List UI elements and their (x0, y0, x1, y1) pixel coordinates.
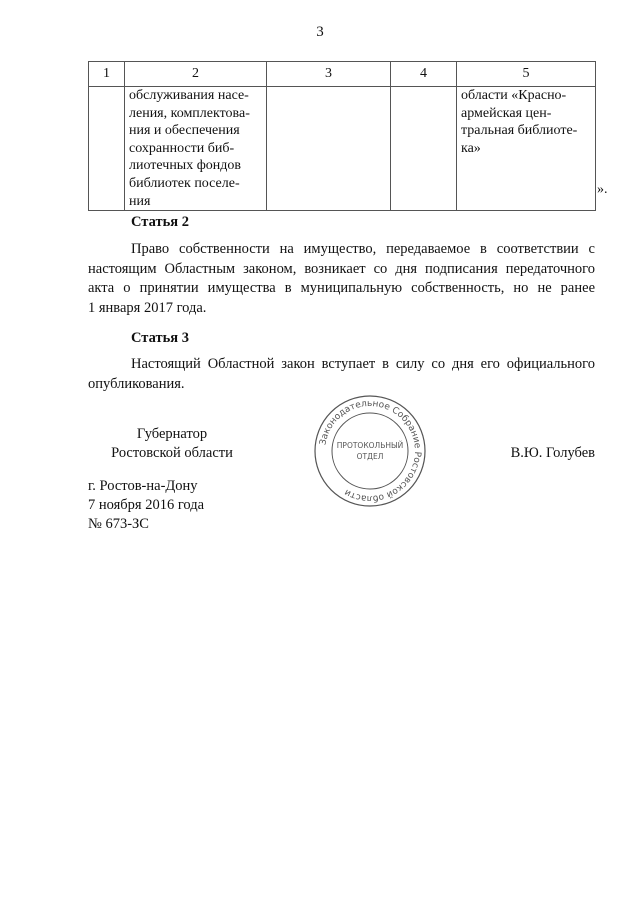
city: г. Ростов-на-Дону (88, 478, 198, 494)
cell-line: обслуживания насе- (129, 88, 249, 103)
paragraph-line: Настоящий Областной закон вступает в силу со дня его официального (131, 356, 595, 372)
law-number: № 673-ЗС (88, 516, 149, 532)
place-date-block (88, 477, 204, 534)
signatory-name: В.Ю. Голубев (510, 445, 595, 461)
page-number: 3 (316, 24, 324, 40)
table-header-cell: 3 (267, 62, 391, 87)
article-3-text (88, 355, 595, 394)
stamp-inner-text: ПРОТОКОЛЬНЫЙ (336, 441, 404, 450)
table-header-cell: 2 (125, 62, 267, 87)
seal-stamp (313, 394, 427, 508)
cell-line: лиотечных фондов (129, 158, 242, 174)
cell-line: армейская цен- (461, 105, 552, 121)
property-table (88, 61, 596, 211)
table-cell-col3 (267, 87, 391, 211)
table-header-cell: 1 (89, 62, 125, 87)
cell-line: ления, комплектова- (129, 105, 250, 121)
table-cell-col2 (125, 87, 267, 211)
article-2-heading: Статья 2 (131, 214, 189, 230)
paragraph-line: 1 января 2017 года. (88, 299, 207, 316)
closing-quote: ». (597, 182, 608, 197)
stamp-inner-text: ОТДЕЛ (356, 452, 384, 461)
cell-line: библиотек поселе- (129, 175, 240, 191)
table-cell-col4 (391, 87, 457, 211)
stamp-inner-ring (332, 413, 408, 489)
table-header-row (89, 62, 596, 87)
cell-line: ния и обеспечения (129, 123, 240, 139)
date: 7 ноября 2016 года (88, 497, 205, 513)
paragraph-line: акта о принятии имущества в муниципальную собственность, но не ранее (88, 280, 595, 296)
signatory-position (88, 425, 256, 463)
table-cell-col1 (89, 87, 125, 211)
article-2-text (88, 240, 595, 318)
cell-line: сохранности биб- (129, 140, 235, 156)
cell-line: тральная библиоте- (461, 123, 578, 139)
table-header-cell: 4 (391, 62, 457, 87)
article-3-heading: Статья 3 (131, 330, 189, 346)
table-row (89, 87, 596, 211)
position-line: Ростовской области (111, 445, 233, 461)
position-line: Губернатор (136, 426, 208, 442)
stamp-ring-text (318, 399, 422, 503)
table-header-cell: 5 (457, 62, 596, 87)
stamp-ring-textpath: Законодательное Собрание Ростовской области (318, 398, 423, 504)
paragraph-line: настоящим Областным законом, возникает со дня подписания передаточного (88, 260, 595, 277)
cell-line: ния (129, 193, 151, 209)
cell-line: области «Красно- (461, 88, 567, 103)
cell-line: ка» (461, 140, 481, 156)
paragraph-line: опубликования. (88, 375, 185, 392)
table-cell-col5 (457, 87, 596, 211)
paragraph-line: Право собственности на имущество, передаваемое в соответствии с (131, 241, 595, 257)
